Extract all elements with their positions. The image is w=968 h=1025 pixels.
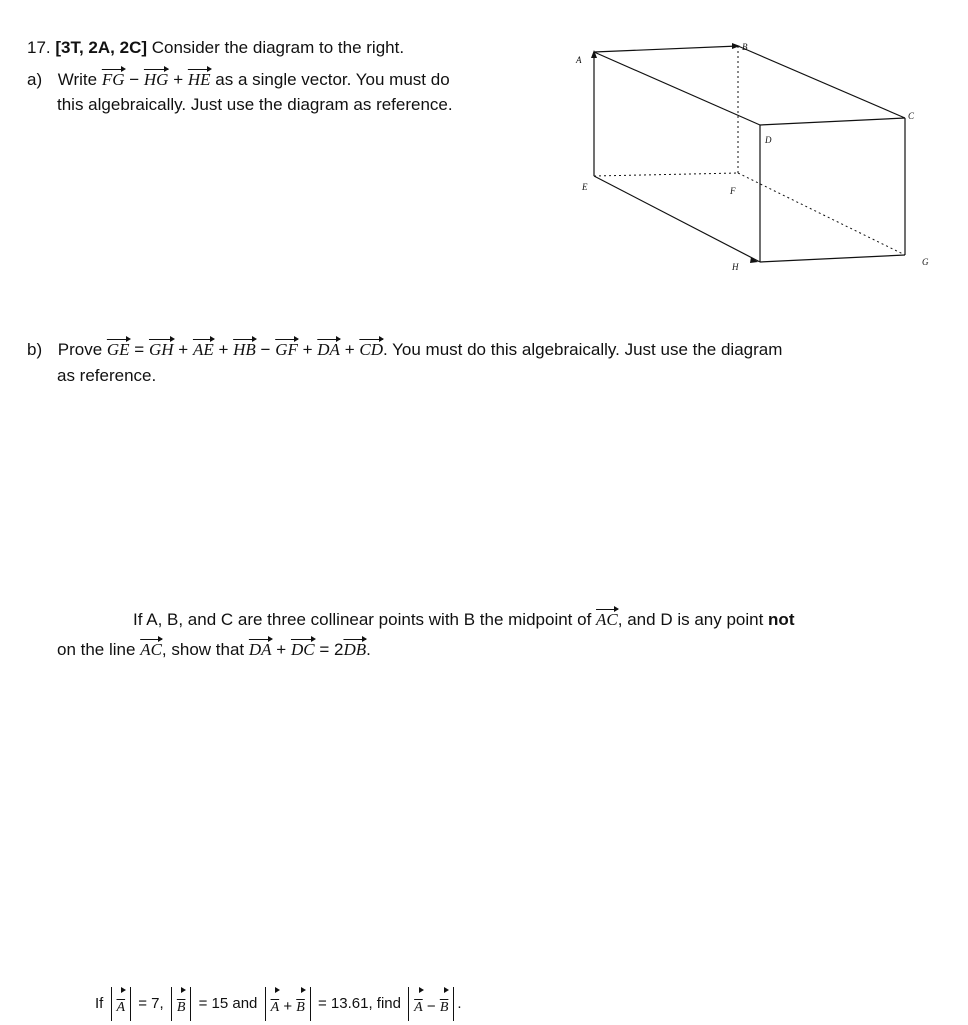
part-c-line2-start: on the line (57, 640, 136, 659)
vector-cd: $\overline{CD}$ (359, 336, 383, 360)
vector-fg: $\overline{FG}$ (102, 66, 125, 90)
part-c-not: not (768, 610, 795, 629)
operator: + (173, 70, 184, 89)
vector-gf: $\overline{GF}$ (275, 336, 298, 360)
part-d-if: If (95, 994, 104, 1012)
vector-dc: $\overline{DC}$ (291, 636, 315, 660)
label-b: B (742, 42, 748, 52)
vector-da-2: $\overline{DA}$ (249, 636, 272, 660)
coefficient: 2 (333, 640, 344, 659)
arrowhead-a (591, 50, 597, 58)
part-d-eq1361: = 13.61, find (317, 994, 401, 1012)
label-f: F (730, 186, 736, 196)
part-b-tail: . You must do this algebraically. Just use the diagram (382, 340, 783, 359)
part-c-text2: , and D is any point (617, 610, 764, 629)
operator: + (344, 340, 355, 359)
operator: + (276, 640, 287, 659)
part-c-line1 (133, 606, 794, 630)
operator: = (319, 640, 330, 659)
part-a-line2: this algebraically. Just use the diagram as reference. (57, 95, 453, 114)
part-d-eq15: = 15 and (198, 994, 258, 1012)
problem-number: 17. (27, 38, 51, 57)
part-d-eq7: = 7, (138, 994, 164, 1012)
part-c-text1: If A, B, and C are three collinear points with B the midpoint of (133, 610, 592, 629)
part-c-line2 (57, 636, 371, 660)
part-b-prove: Prove (57, 340, 103, 359)
problem-intro: Consider the diagram to the right. (151, 38, 405, 57)
edge-bc (738, 46, 905, 118)
rectangular-prism-diagram (560, 30, 940, 280)
operator: + (178, 340, 189, 359)
vector-ae: $\overline{AE}$ (193, 336, 214, 360)
operator: + (283, 998, 293, 1015)
operator: − (426, 998, 436, 1015)
vector-a: $\overline{A}$ (414, 987, 423, 1025)
vector-b: $\overline{B}$ (440, 987, 449, 1025)
edge-hg (760, 255, 905, 262)
vector-ac: $\overline{AC}$ (596, 606, 618, 630)
vector-ac-2: $\overline{AC}$ (140, 636, 162, 660)
edge-fg-hidden (738, 173, 905, 255)
label-h: H (732, 262, 739, 272)
label-g: G (922, 257, 929, 267)
vector-he: $\overline{HE}$ (188, 66, 211, 90)
problem-marks: [3T, 2A, 2C] (55, 38, 148, 57)
vector-a: $\overline{A}$ (117, 987, 126, 1025)
arrowhead-b (732, 43, 740, 49)
operator: = (134, 340, 145, 359)
problem-header (27, 38, 404, 58)
part-b-line2: as reference. (57, 366, 157, 385)
operator: + (218, 340, 229, 359)
operator: − (260, 340, 271, 359)
part-b-label: b) (27, 340, 43, 359)
vector-hb: $\overline{HB}$ (233, 336, 256, 360)
edge-ef-hidden (594, 173, 738, 176)
part-b-line1 (27, 336, 782, 360)
label-e: E (582, 182, 588, 192)
vector-ge: $\overline{GE}$ (107, 336, 130, 360)
period: . (366, 640, 371, 659)
magnitude-a-plus-b (265, 987, 311, 1021)
vector-b: $\overline{B}$ (296, 987, 305, 1025)
edge-ad (594, 52, 760, 125)
part-d-line (95, 987, 462, 1021)
part-c-text3: , show that (161, 640, 245, 659)
operator: − (129, 70, 140, 89)
vector-da: $\overline{DA}$ (317, 336, 340, 360)
vector-hg: $\overline{HG}$ (144, 66, 169, 90)
label-c: C (908, 111, 915, 121)
vector-db: $\overline{DB}$ (343, 636, 366, 660)
period: . (457, 994, 462, 1012)
label-a: A (576, 55, 582, 65)
edge-ab (594, 46, 738, 52)
part-a-write: Write (57, 70, 98, 89)
magnitude-a (111, 987, 132, 1021)
edge-dc (760, 118, 905, 125)
operator: + (302, 340, 313, 359)
vector-gh: $\overline{GH}$ (149, 336, 174, 360)
magnitude-a-minus-b (408, 987, 454, 1021)
part-a-label: a) (27, 70, 43, 89)
vector-b: $\overline{B}$ (177, 987, 186, 1025)
part-a-text2: as a single vector. You must do (215, 70, 450, 89)
part-a-line1 (27, 66, 450, 90)
magnitude-b (171, 987, 192, 1021)
vector-a: $\overline{A}$ (271, 987, 280, 1025)
label-d: D (765, 135, 772, 145)
